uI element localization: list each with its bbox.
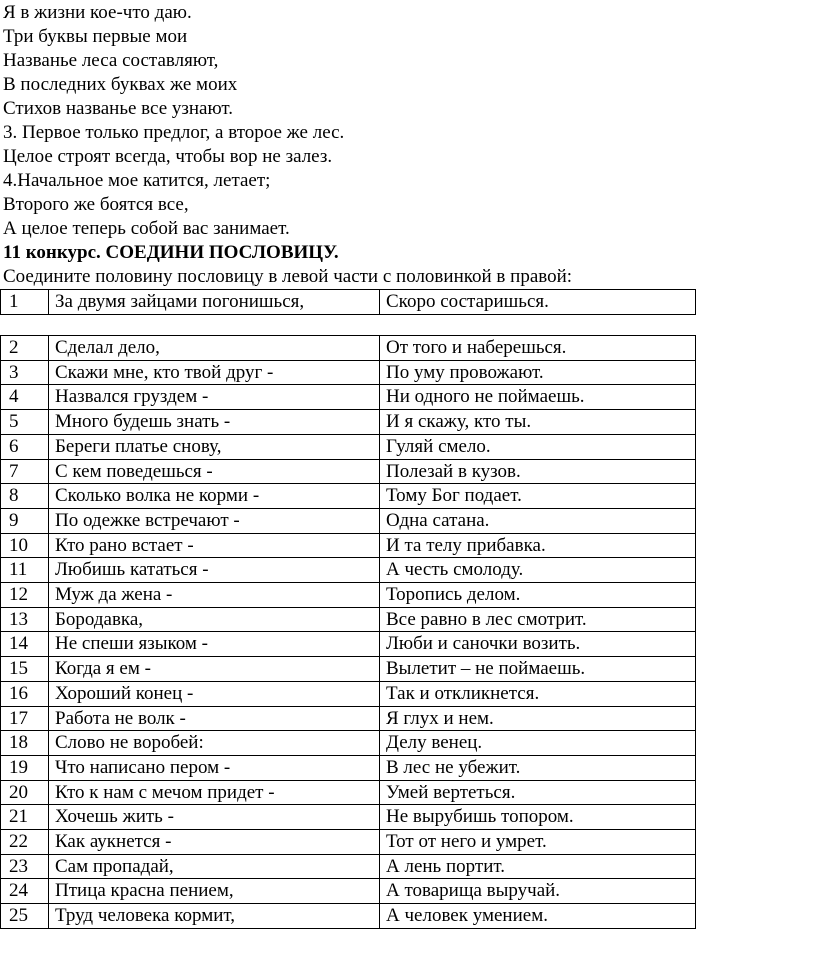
table-row	[1, 410, 696, 435]
proverb-left-half: Береги платье снову,	[49, 434, 380, 459]
riddle-4-line: А целое теперь собой вас занимает.	[3, 218, 290, 239]
proverb-left-half: С кем поведешься -	[49, 459, 380, 484]
table-row	[1, 533, 696, 558]
table-row	[1, 632, 696, 657]
proverb-right-half: А лень портит.	[380, 854, 696, 879]
row-number: 5	[1, 410, 49, 435]
poem-line: Я в жизни кое-что даю.	[3, 2, 192, 23]
proverb-right-half: Вылетит – не поймаешь.	[380, 657, 696, 682]
proverb-right-half: Люби и саночки возить.	[380, 632, 696, 657]
proverb-right-half: Тому Бог подает.	[380, 484, 696, 509]
row-number: 21	[1, 805, 49, 830]
proverb-left-half: Слово не воробей:	[49, 731, 380, 756]
table-row	[1, 780, 696, 805]
table-row	[1, 484, 696, 509]
proverb-left-half: Любишь кататься -	[49, 558, 380, 583]
row-number: 15	[1, 657, 49, 682]
row-number: 13	[1, 607, 49, 632]
row-number: 24	[1, 879, 49, 904]
poem-line: Три буквы первые мои	[3, 26, 188, 47]
proverb-left-half: Хороший конец -	[49, 681, 380, 706]
proverb-right-half: И та телу прибавка.	[380, 533, 696, 558]
poem-line: Стихов названье все узнают.	[3, 98, 234, 119]
row-number: 6	[1, 434, 49, 459]
table-row	[1, 290, 696, 315]
table-row	[1, 681, 696, 706]
table-row	[1, 731, 696, 756]
proverb-left-half: Сделал дело,	[49, 336, 380, 361]
row-number: 25	[1, 904, 49, 929]
table-row	[1, 360, 696, 385]
table-row	[1, 558, 696, 583]
proverb-right-half: Ни одного не поймаешь.	[380, 385, 696, 410]
proverb-left-half: Скажи мне, кто твой друг -	[49, 360, 380, 385]
proverb-left-half: Как аукнется -	[49, 830, 380, 855]
proverb-left-half: Много будешь знать -	[49, 410, 380, 435]
proverb-right-half: Все равно в лес смотрит.	[380, 607, 696, 632]
table-row	[1, 336, 696, 361]
table-row	[1, 607, 696, 632]
proverb-left-half: Сам пропадай,	[49, 854, 380, 879]
proverb-left-half: Кто рано встает -	[49, 533, 380, 558]
row-number: 23	[1, 854, 49, 879]
row-number: 3	[1, 360, 49, 385]
section-title: 11 конкурс. СОЕДИНИ ПОСЛОВИЦУ.	[3, 242, 339, 263]
proverb-left-half: Птица красна пением,	[49, 879, 380, 904]
row-number: 11	[1, 558, 49, 583]
row-number: 22	[1, 830, 49, 855]
proverb-left-half: Назвался груздем -	[49, 385, 380, 410]
table-row	[1, 854, 696, 879]
riddle-3-line: Целое строят всегда, чтобы вор не залез.	[3, 146, 333, 167]
proverb-right-half: А товарища выручай.	[380, 879, 696, 904]
row-number: 20	[1, 780, 49, 805]
poem-line: Названье леса составляют,	[3, 50, 219, 71]
proverb-right-half: А человек умением.	[380, 904, 696, 929]
proverb-right-half: Скоро состаришься.	[380, 290, 696, 315]
table-row	[1, 657, 696, 682]
row-number: 8	[1, 484, 49, 509]
row-number: 2	[1, 336, 49, 361]
proverb-right-half: Не вырубишь топором.	[380, 805, 696, 830]
proverb-right-half: От того и наберешься.	[380, 336, 696, 361]
row-number: 19	[1, 755, 49, 780]
proverb-left-half: Работа не волк -	[49, 706, 380, 731]
proverb-right-half: А честь смолоду.	[380, 558, 696, 583]
proverbs-table-continued	[0, 335, 696, 929]
proverb-right-half: Делу венец.	[380, 731, 696, 756]
row-number: 17	[1, 706, 49, 731]
row-number: 9	[1, 508, 49, 533]
proverb-right-half: И я скажу, кто ты.	[380, 410, 696, 435]
proverbs-table	[0, 289, 696, 315]
row-number: 16	[1, 681, 49, 706]
table-row	[1, 879, 696, 904]
table-row	[1, 706, 696, 731]
row-number: 14	[1, 632, 49, 657]
proverb-left-half: Что написано пером -	[49, 755, 380, 780]
row-number: 18	[1, 731, 49, 756]
proverb-right-half: В лес не убежит.	[380, 755, 696, 780]
proverb-left-half: Когда я ем -	[49, 657, 380, 682]
proverb-right-half: По уму провожают.	[380, 360, 696, 385]
row-number: 10	[1, 533, 49, 558]
proverb-right-half: Так и откликнется.	[380, 681, 696, 706]
riddle-4-line: Второго же боятся все,	[3, 194, 189, 215]
proverb-right-half: Одна сатана.	[380, 508, 696, 533]
proverb-right-half: Умей вертеться.	[380, 780, 696, 805]
table-row	[1, 830, 696, 855]
proverb-left-half: Хочешь жить -	[49, 805, 380, 830]
proverb-right-half: Полезай в кузов.	[380, 459, 696, 484]
row-number: 12	[1, 583, 49, 608]
proverb-left-half: Труд человека кормит,	[49, 904, 380, 929]
table-row	[1, 904, 696, 929]
proverb-left-half: По одежке встречают -	[49, 508, 380, 533]
proverb-right-half: Торопись делом.	[380, 583, 696, 608]
riddle-3-line: 3. Первое только предлог, а второе же лес.	[3, 122, 345, 143]
riddle-4-line: 4.Начальное мое катится, летает;	[3, 170, 271, 191]
row-number: 7	[1, 459, 49, 484]
proverb-left-half: Сколько волка не корми -	[49, 484, 380, 509]
table-row	[1, 459, 696, 484]
proverb-left-half: Муж да жена -	[49, 583, 380, 608]
proverb-left-half: Не спеши языком -	[49, 632, 380, 657]
instruction-text: Соедините половину пословицу в левой части с половинкой в правой:	[3, 266, 573, 287]
table-row	[1, 755, 696, 780]
proverb-left-half: За двумя зайцами погонишься,	[49, 290, 380, 315]
proverb-right-half: Я глух и нем.	[380, 706, 696, 731]
table-row	[1, 805, 696, 830]
table-row	[1, 508, 696, 533]
table-row	[1, 583, 696, 608]
proverb-right-half: Гуляй смело.	[380, 434, 696, 459]
table-row	[1, 385, 696, 410]
proverb-left-half: Кто к нам с мечом придет -	[49, 780, 380, 805]
poem-line: В последних буквах же моих	[3, 74, 238, 95]
row-number: 4	[1, 385, 49, 410]
row-number: 1	[1, 290, 49, 315]
proverb-right-half: Тот от него и умрет.	[380, 830, 696, 855]
proverb-left-half: Бородавка,	[49, 607, 380, 632]
table-row	[1, 434, 696, 459]
